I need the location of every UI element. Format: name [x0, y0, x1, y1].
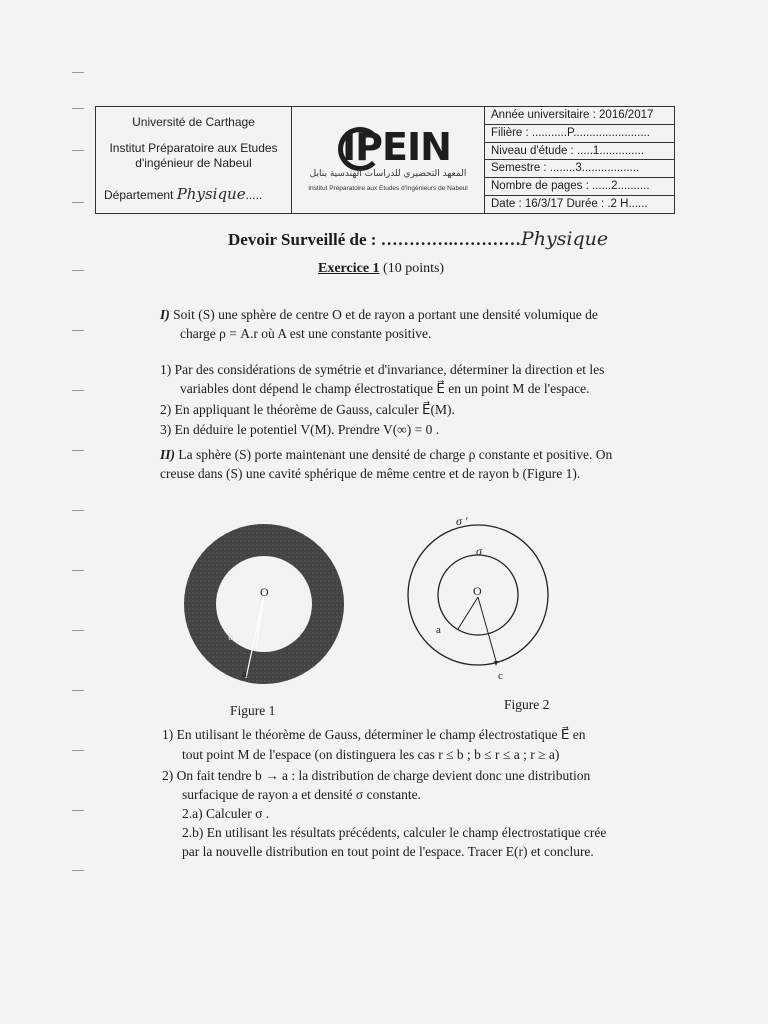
margin-tick [72, 570, 84, 571]
part1-line-1: Soit (S) une sphère de centre O et de rayon a portant une densité volumique de [173, 307, 598, 322]
question-2b-sub-line-2: par la nouvelle distribution en tout point de l'espace. Tracer E(r) et conclure. [182, 844, 594, 859]
figure2-label-O: O [473, 584, 482, 598]
exam-title-label: Devoir Surveillé de : ………….………… [228, 230, 521, 249]
part1-question-2: 2) En appliquant le théorème de Gauss, calculer E⃗(M). [160, 402, 455, 417]
figure2-radius-a [458, 597, 478, 629]
logo: IPEIN [342, 125, 451, 169]
institute-line-2: d'ingénieur de Nabeul [135, 156, 252, 170]
question-2b: surfacique de rayon a et densité σ constante. [182, 787, 421, 802]
question-2a: 2) On fait tendre b → a : la distribution de charge devient donc une distribution [162, 768, 591, 783]
part1-number: I) [160, 307, 170, 322]
logo-arabic-text: المعهد التحضيري للدراسات الهندسية بنابل [309, 169, 467, 179]
info-page-count: Nombre de pages : ......2.......... [485, 178, 674, 196]
part1-question-1b: variables dont dépend le champ électrostatique E⃗ en un point M de l'espace. [180, 381, 590, 396]
part1-question-3: 3) En déduire le potentiel V(M). Prendre V(∞) = 0 . [160, 422, 440, 437]
figure2-radius-c [478, 597, 496, 661]
margin-tick [72, 690, 84, 691]
margin-tick [72, 150, 84, 151]
header-logo-block [292, 107, 485, 213]
margin-tick [72, 810, 84, 811]
department-value: Physique [176, 185, 246, 203]
header-university-block [96, 107, 292, 213]
info-semester: Semestre : ........3.................. [485, 160, 674, 178]
part2-number: II) [160, 447, 176, 462]
department: Département Physique..... [104, 185, 263, 203]
logo-subtitle: Institut Préparatoire aux Etudes d'Ingénieurs de Nabeul [308, 185, 468, 192]
figure2-label-sigma: σ [476, 544, 482, 558]
figure1-label-O: O [260, 585, 269, 599]
margin-tick [72, 270, 84, 271]
exam-title [228, 228, 608, 250]
part1-intro [160, 305, 598, 324]
margin-tick [72, 390, 84, 391]
figure1-diagram [180, 520, 350, 690]
margin-tick [72, 450, 84, 451]
info-level: Niveau d'étude : .....1.............. [485, 143, 674, 161]
exercise-label: Exercice 1 [318, 261, 380, 276]
exam-title-subject: Physique [520, 228, 609, 250]
question-2b-sub-line-1: 2.b) En utilisant les résultats précédents, calculer le champ électrostatique crée [182, 825, 607, 840]
figure1-label-b: b [228, 631, 234, 643]
question-1a: 1) En utilisant le théorème de Gauss, déterminer le champ électrostatique E⃗ en [162, 727, 586, 742]
part2-intro [160, 445, 612, 464]
question-1b: tout point M de l'espace (on distinguera les cas r ≤ b ; b ≤ r ≤ a ; r ≥ a) [182, 747, 560, 762]
figure2-diagram [400, 515, 570, 685]
department-label: Département [104, 188, 174, 202]
figure2-label-a: a [436, 624, 441, 636]
institute-line-1: Institut Préparatoire aux Etudes [109, 141, 278, 155]
part1-line-2: charge ρ = A.r où A est une constante positive. [180, 326, 432, 341]
figure2-label-c: c [498, 670, 503, 682]
part2-line-1: La sphère (S) porte maintenant une densité de charge ρ constante et positive. On [178, 447, 613, 462]
exam-header [95, 106, 675, 214]
figure1-label-a: a [242, 668, 247, 680]
info-academic-year: Année universitaire : 2016/2017 [485, 107, 674, 125]
question-2a-sub: 2.a) Calculer σ . [182, 806, 270, 821]
exercise-points: (10 points) [383, 261, 445, 276]
margin-tick [72, 630, 84, 631]
institute-name [102, 141, 285, 171]
margin-tick [72, 510, 84, 511]
exercise-heading [318, 261, 444, 277]
info-date-duration: Date : 16/3/17 Durée : .2 H...... [491, 198, 648, 211]
margin-tick [72, 72, 84, 73]
margin-tick [72, 750, 84, 751]
margin-tick [72, 330, 84, 331]
figure2-label-sigma-prime: σ ' [456, 515, 468, 528]
university-name: Université de Carthage [132, 115, 255, 129]
part1-question-1a: 1) Par des considérations de symétrie et d'invariance, déterminer la direction et les [160, 362, 605, 377]
header-info-block [485, 107, 674, 213]
margin-tick [72, 202, 84, 203]
margin-tick [72, 870, 84, 871]
part2-line-2: creuse dans (S) une cavité sphérique de même centre et de rayon b (Figure 1). [160, 466, 581, 481]
info-filiere: Filière : ...........P........................ [485, 125, 674, 143]
figure1-caption: Figure 1 [230, 703, 276, 718]
margin-tick [72, 108, 84, 109]
figure2-caption: Figure 2 [504, 697, 550, 712]
